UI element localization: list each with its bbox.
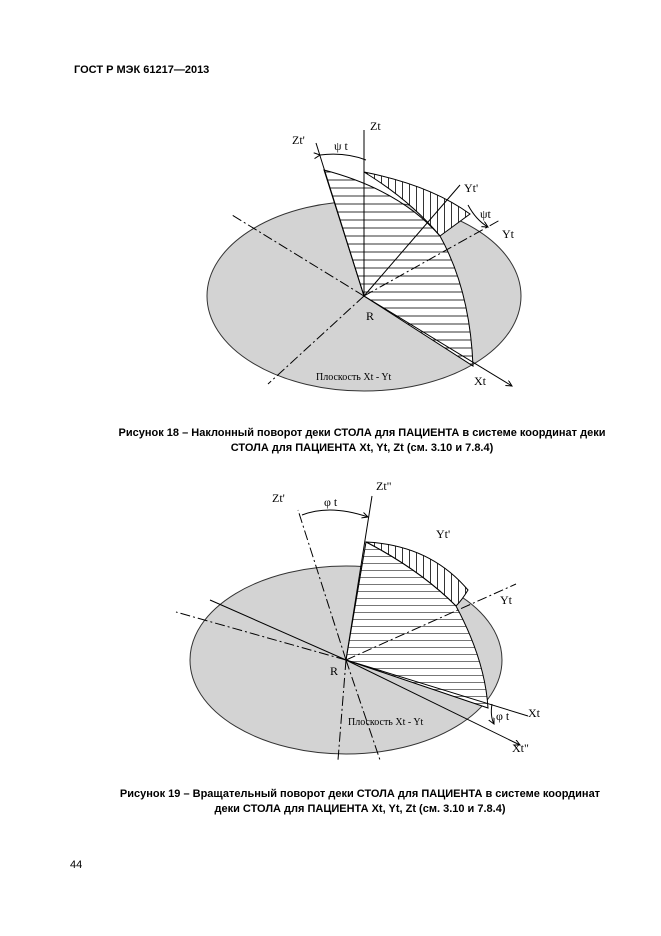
fig19-label-zt-prime: Zt' — [272, 491, 285, 505]
figure-18-caption-line2: СТОЛА для ПАЦИЕНТА Xt, Yt, Zt (см. 3.10 и 7.8.4) — [230, 442, 494, 454]
fig18-label-zt: Zt — [370, 119, 381, 133]
figure-19-diagram — [176, 479, 541, 760]
fig19-label-angle2: φ t — [496, 709, 510, 723]
fig19-label-origin: R — [330, 664, 339, 678]
fig19-label-yt-prime: Yt' — [436, 527, 451, 541]
figure-19-caption — [110, 787, 610, 817]
fig18-label-angle2: ψt — [480, 207, 491, 221]
fig18-label-plane: Плоскость Xt - Yt — [316, 372, 392, 383]
document-header: ГОСТ Р МЭК 61217—2013 — [74, 64, 210, 76]
figure-19-caption-line2: деки СТОЛА для ПАЦИЕНТА Xt, Yt, Zt (см. 3.10 и 7.8.4) — [214, 803, 506, 815]
fig18-label-yt: Yt — [502, 227, 514, 241]
fig19-label-zt-dprime: Zt" — [376, 479, 392, 493]
fig19-label-yt: Yt — [500, 593, 512, 607]
fig19-label-angle1: φ t — [324, 495, 338, 509]
figure-19-caption-line1: Рисунок 19 – Вращательный поворот деки СТОЛА для ПАЦИЕНТА в системе координат — [119, 788, 601, 800]
fig19-angle-arc-top — [302, 510, 368, 517]
fig19-label-xt-dprime: Xt" — [512, 741, 529, 755]
fig18-label-yt-prime: Yt' — [464, 181, 479, 195]
figure-18-caption-line1: Рисунок 18 – Наклонный поворот деки СТОЛА для ПАЦИЕНТА в системе координат деки — [118, 427, 606, 439]
fig19-angle-arc-right — [491, 704, 494, 724]
figure-18-caption — [112, 426, 612, 456]
fig19-label-xt: Xt — [528, 706, 540, 720]
figure-18-diagram — [207, 119, 521, 391]
fig19-label-plane: Плоскость Xt - Yt — [348, 717, 424, 728]
fig18-label-angle1: ψ t — [334, 139, 348, 153]
fig18-label-zt-prime: Zt' — [292, 133, 305, 147]
page-number: 44 — [70, 859, 83, 871]
fig18-angle-arc-top — [320, 154, 366, 160]
fig18-label-xt: Xt — [474, 374, 486, 388]
fig18-label-origin: R — [366, 309, 375, 323]
